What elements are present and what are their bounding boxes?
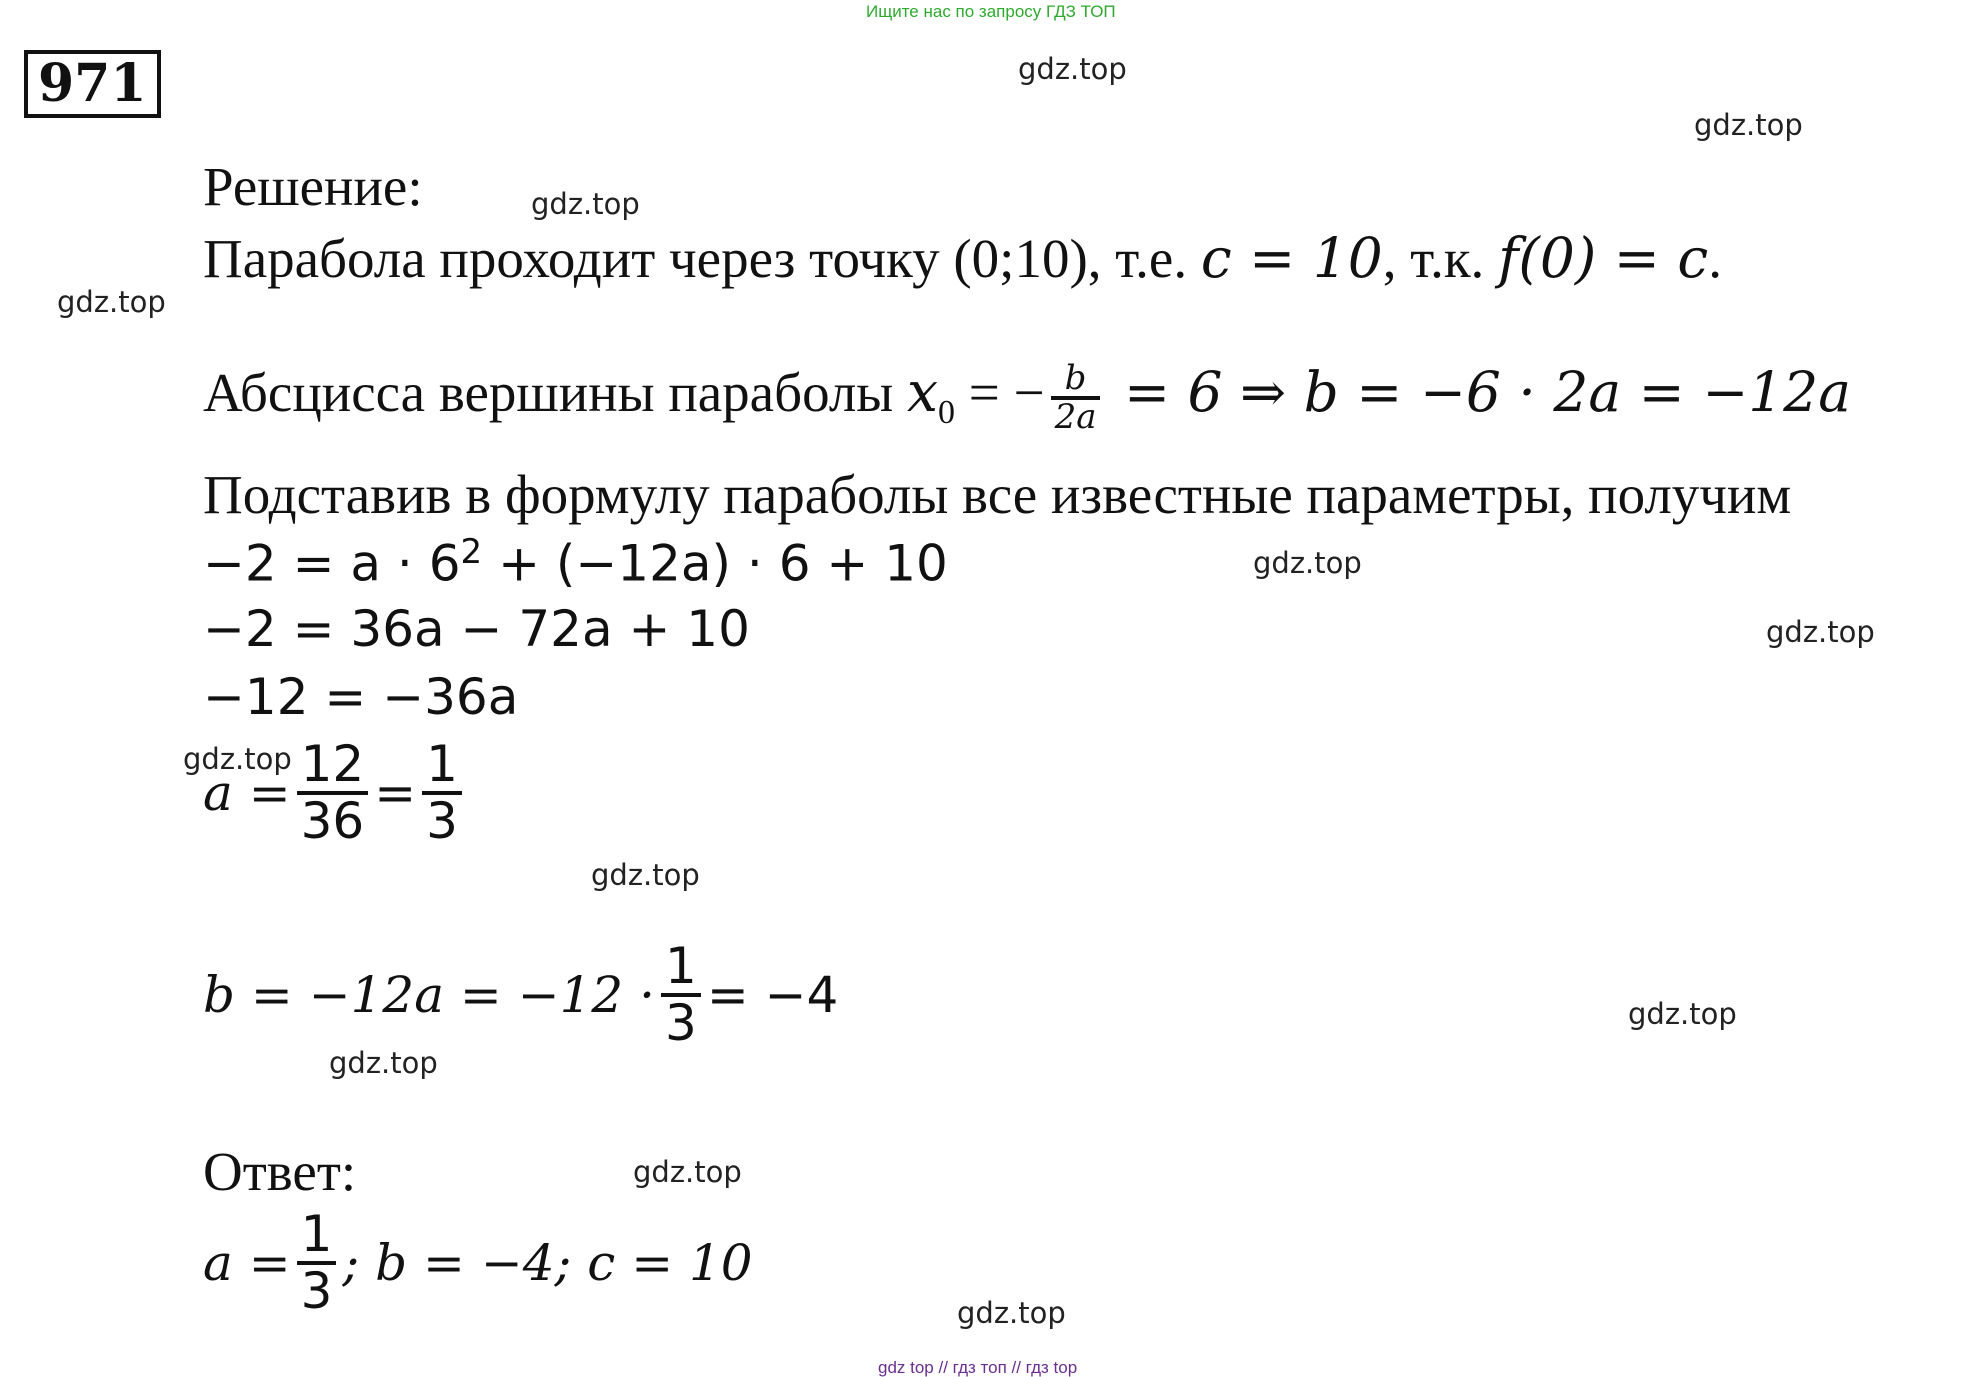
- answer-heading: Ответ:: [203, 1141, 357, 1202]
- fraction-numerator: 12: [300, 735, 365, 793]
- fraction-b-over-2a: [1051, 357, 1101, 438]
- fraction-numerator: 1: [426, 735, 458, 793]
- equation-3: −12 = −36a: [203, 668, 519, 726]
- fraction-denominator: 3: [422, 791, 462, 848]
- equation-2: −2 = 36a − 72a + 10: [203, 600, 750, 658]
- fraction-1-3: [661, 937, 701, 1052]
- line2-text: Абсцисса вершины параболы: [203, 362, 907, 423]
- problem-number: 971: [24, 50, 161, 118]
- footer-links[interactable]: gdz top // гдз топ // гдз top: [878, 1358, 1078, 1377]
- watermark: gdz.top: [183, 742, 292, 776]
- line1-eq-f: f(0) = c: [1498, 226, 1709, 290]
- answer-lhs: a =: [203, 1233, 291, 1292]
- line1-mid: , т.к.: [1382, 228, 1499, 289]
- fraction-1-3: [297, 1205, 337, 1320]
- equation-b: [203, 937, 839, 1052]
- line-substitute: Подставив в формулу параболы все известные параметры, получим: [203, 464, 1792, 525]
- answer-rest: ; b = −4; c = 10: [342, 1233, 753, 1292]
- watermark: gdz.top: [57, 285, 166, 319]
- answer-equation: [203, 1205, 753, 1320]
- line-parabola-point: [203, 226, 1722, 290]
- watermark: gdz.top: [957, 1296, 1066, 1330]
- line1-eq-c: c = 10: [1200, 226, 1383, 290]
- x0-variable: x: [907, 360, 939, 424]
- solution-heading: Решение:: [203, 156, 423, 217]
- eq1-exponent: 2: [460, 532, 483, 572]
- b-eq-rhs: = −4: [706, 965, 839, 1024]
- line1-end: .: [1708, 228, 1722, 289]
- fraction-denominator: 3: [661, 993, 701, 1050]
- a-eq-sign: =: [374, 763, 417, 822]
- x0-subscript: 0: [938, 394, 956, 431]
- watermark: gdz.top: [1628, 997, 1737, 1031]
- watermark: gdz.top: [1766, 615, 1875, 649]
- equation-a: [203, 735, 468, 850]
- equation-1: [203, 532, 948, 593]
- watermark: gdz.top: [1253, 546, 1362, 580]
- fraction-numerator: 1: [300, 1205, 333, 1263]
- line2-rest: = 6 ⇒ b = −6 · 2a = −12a: [1106, 360, 1852, 424]
- line1-text: Парабола проходит через точку (0;10), т.е.: [203, 228, 1201, 289]
- a-eq-lhs: a =: [203, 763, 291, 822]
- fraction-denominator: 36: [297, 791, 369, 848]
- watermark: gdz.top: [531, 187, 640, 221]
- top-banner[interactable]: Ищите нас по запросу ГДЗ ТОП: [866, 2, 1116, 21]
- watermark: gdz.top: [633, 1155, 742, 1189]
- eq1-part-a: −2 = a · 6: [203, 534, 461, 593]
- line2-eq-minus: = −: [955, 362, 1045, 423]
- watermark: gdz.top: [1694, 108, 1803, 142]
- watermark: gdz.top: [591, 858, 700, 892]
- eq1-part-b: + (−12a) · 6 + 10: [482, 534, 948, 593]
- line-vertex-abscissa: [203, 357, 1852, 438]
- b-eq-lhs: b = −12a = −12 ·: [203, 965, 656, 1024]
- fraction-numerator: b: [1064, 357, 1087, 398]
- fraction-12-36: [297, 735, 369, 850]
- watermark: gdz.top: [329, 1046, 438, 1080]
- fraction-denominator: 2a: [1051, 396, 1101, 436]
- fraction-1-3: [422, 735, 462, 850]
- watermark: gdz.top: [1018, 52, 1127, 86]
- fraction-denominator: 3: [297, 1261, 337, 1318]
- fraction-numerator: 1: [665, 937, 697, 995]
